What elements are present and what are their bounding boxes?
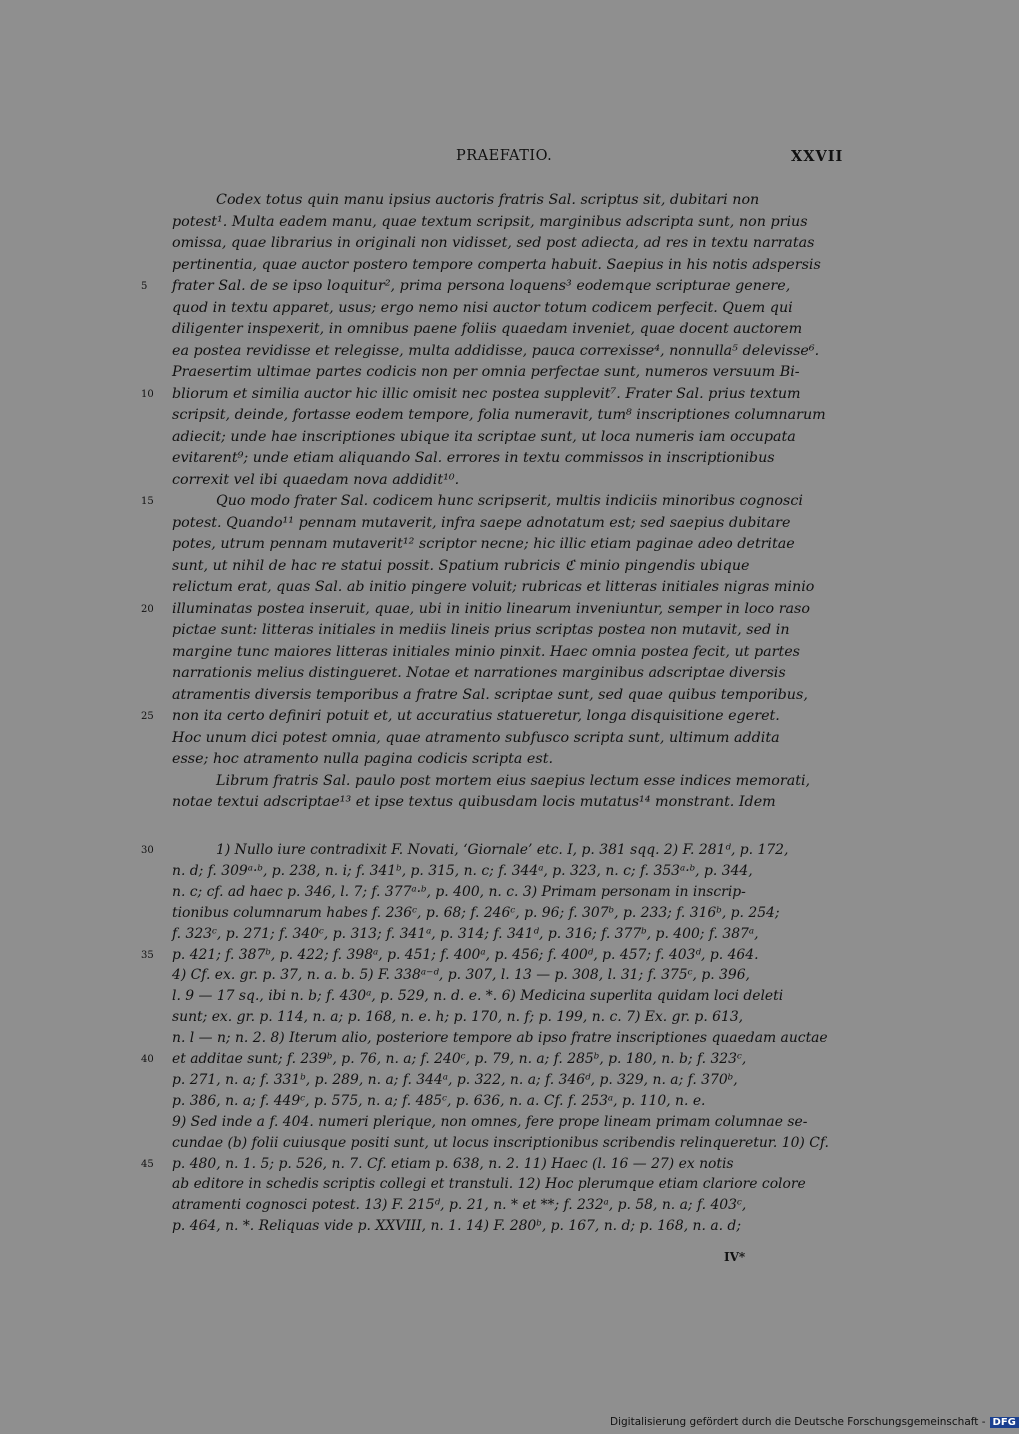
line-number: 45 [141, 1159, 154, 1170]
footnote-line: atramenti cognosci potest. 13) F. 215ᵈ, p. 21, n. * et **; f. 232ᵃ, p. 58, n. a; f. 403ᶜ, [172, 1197, 747, 1213]
line-number: 5 [141, 281, 148, 292]
text-line: potest¹. Multa eadem manu, quae textum scripsit, marginibus adscripta sunt, non prius [172, 214, 808, 230]
text-line: correxit vel ibi quaedam nova addidit¹⁰. [172, 472, 460, 488]
line-number: 20 [141, 604, 154, 615]
line-number: 30 [141, 845, 154, 856]
text-line: illuminatas postea inseruit, quae, ubi in initio linearum inveniuntur, semper in loco raso [172, 601, 811, 617]
footnote-line: ab editore in schedis scriptis collegi et transtuli. 12) Hoc plerumque etiam clariore colore [172, 1176, 806, 1192]
footnote-line: 4) Cf. ex. gr. p. 37, n. a. b. 5) F. 338ᵃ⁻ᵈ, p. 307, l. 13 — p. 308, l. 31; f. 375ᶜ, p. 396, [172, 967, 750, 983]
text-line: diligenter inspexerit, in omnibus paene foliis quaedam inveniet, quae docent auctorem [172, 321, 803, 337]
text-line: margine tunc maiores litteras initiales minio pinxit. Haec omnia postea fecit, ut partes [172, 644, 801, 660]
text-line: atramentis diversis temporibus a fratre Sal. scriptae sunt, sed quae quibus temporibus, [172, 687, 808, 703]
footnote-line: p. 464, n. *. Reliquas vide p. XXVIII, n. 1. 14) F. 280ᵇ, p. 167, n. d; p. 168, n. a. d; [172, 1218, 742, 1234]
text-line: notae textui adscriptae¹³ et ipse textus quibusdam locis mutatus¹⁴ monstrant. Idem [172, 794, 776, 810]
line-number: 40 [141, 1054, 154, 1065]
text-line: omissa, quae librarius in originali non vidisset, sed post adiecta, ad res in textu narratas [172, 235, 815, 251]
text-line: adiecit; unde hae inscriptiones ubique ita scriptae sunt, ut loca numeris iam occupata [172, 429, 796, 445]
footnote-line: cundae (b) folii cuiusque positi sunt, ut locus inscriptionibus scribendis relinqueretur. 10) Cf. [172, 1135, 829, 1151]
footnote-line: sunt; ex. gr. p. 114, n. a; p. 168, n. e. h; p. 170, n. f; p. 199, n. c. 7) Ex. gr. p. 613, [172, 1009, 744, 1025]
text-line: potes, utrum pennam mutaverit¹² scriptor necne; hic illic etiam paginae adeo detritae [172, 536, 795, 552]
text-line: Librum fratris Sal. paulo post mortem eius saepius lectum esse indices memorati, [216, 773, 811, 789]
footnote-line: p. 386, n. a; f. 449ᶜ, p. 575, n. a; f. 485ᶜ, p. 636, n. a. Cf. f. 253ᵃ, p. 110, n. e. [172, 1093, 706, 1109]
footnote-line: 9) Sed inde a f. 404. numeri plerique, non omnes, fere prope lineam primam columnae se- [172, 1114, 808, 1130]
footnote-line: p. 271, n. a; f. 331ᵇ, p. 289, n. a; f. 344ᵃ, p. 322, n. a; f. 346ᵈ, p. 329, n. a; f. 370ᵇ, [172, 1072, 738, 1088]
running-header [0, 148, 1000, 172]
text-line: bliorum et similia auctor hic illic omisit nec postea supplevit⁷. Frater Sal. prius textum [172, 386, 801, 402]
line-number: 10 [141, 389, 154, 400]
text-line: Praesertim ultimae partes codicis non per omnia perfectae sunt, numeros versuum Bi- [172, 364, 800, 380]
text-line: non ita certo definiri potuit et, ut accuratius statueretur, longa disquisitione egeret. [172, 708, 780, 724]
text-line: relictum erat, quas Sal. ab initio pingere voluit; rubricas et litteras initiales nigras minio [172, 579, 815, 595]
footnote-line: f. 323ᶜ, p. 271; f. 340ᶜ, p. 313; f. 341ᵃ, p. 314; f. 341ᵈ, p. 316; f. 377ᵇ, p. 400; f. 387ᵃ, [172, 926, 759, 942]
line-number: 15 [141, 496, 154, 507]
footnote-line: et additae sunt; f. 239ᵇ, p. 76, n. a; f. 240ᶜ, p. 79, n. a; f. 285ᵇ, p. 180, n. b; f. 323ᶜ, [172, 1051, 747, 1067]
text-line: scripsit, deinde, fortasse eodem tempore, folia numeravit, tum⁸ inscriptiones columnarum [172, 407, 826, 423]
footnote-line: n. c; cf. ad haec p. 346, l. 7; f. 377ᵃ·ᵇ, p. 400, n. c. 3) Primam personam in inscrip- [172, 884, 746, 900]
text-line: Hoc unum dici potest omnia, quae atramento subfusco scripta sunt, ultimum addita [172, 730, 780, 746]
footnote-line: l. 9 — 17 sq., ibi n. b; f. 430ᵃ, p. 529, n. d. e. *. 6) Medicina superlita quidam loci deleti [172, 988, 784, 1004]
line-number: 35 [141, 950, 154, 961]
footnote-line: 1) Nullo iure contradixit F. Novati, ‘Giornale’ etc. I, p. 381 sqq. 2) F. 281ᵈ, p. 172, [216, 842, 789, 858]
text-line: ea postea revidisse et relegisse, multa addidisse, pauca correxisse⁴, nonnulla⁵ delevisse⁶. [172, 343, 820, 359]
digitization-footer [610, 1416, 1019, 1432]
text-line: narrationis melius distingueret. Notae et narrationes marginibus adscriptae diversis [172, 665, 786, 681]
text-line: potest. Quando¹¹ pennam mutaverit, infra saepe adnotatum est; sed saepius dubitare [172, 515, 791, 531]
footnote-line: tionibus columnarum habes f. 236ᶜ, p. 68; f. 246ᶜ, p. 96; f. 307ᵇ, p. 233; f. 316ᵇ, p. 254; [172, 905, 780, 921]
text-line: evitarent⁹; unde etiam aliquando Sal. errores in textu commissos in inscriptionibus [172, 450, 775, 466]
text-line: pictae sunt: litteras initiales in mediis lineis prius scriptas postea non mutavit, sed in [172, 622, 790, 638]
footer-text: Digitalisierung gefördert durch die Deutsche Forschungsgemeinschaft - [610, 1416, 986, 1428]
dfg-logo: DFG [990, 1417, 1019, 1428]
footnote-line: n. d; f. 309ᵃ·ᵇ, p. 238, n. i; f. 341ᵇ, p. 315, n. c; f. 344ᵃ, p. 323, n. c; f. 353ᵃ·ᵇ, p. 344, [172, 863, 753, 879]
page-title: PRAEFATIO. [456, 148, 553, 164]
page-number: XXVII [791, 148, 844, 165]
signature-mark: IV* [724, 1250, 746, 1264]
text-line: Quo modo frater Sal. codicem hunc scripserit, multis indiciis minoribus cognosci [216, 493, 803, 509]
footnote-line: p. 480, n. 1. 5; p. 526, n. 7. Cf. etiam p. 638, n. 2. 11) Haec (l. 16 — 27) ex notis [172, 1156, 734, 1172]
text-line: pertinentia, quae auctor postero tempore comperta habuit. Saepius in his notis adspersis [172, 257, 821, 273]
footnote-line: p. 421; f. 387ᵇ, p. 422; f. 398ᵃ, p. 451; f. 400ᵃ, p. 456; f. 400ᵈ, p. 457; f. 403ᵈ, p. 464. [172, 947, 759, 963]
footnote-line: n. l — n; n. 2. 8) Iterum alio, posteriore tempore ab ipso fratre inscriptiones quaedam auctae [172, 1030, 828, 1046]
text-line: sunt, ut nihil de hac re statui possit. Spatium rubricis ℭ minio pingendis ubique [172, 558, 750, 574]
text-line: Codex totus quin manu ipsius auctoris fratris Sal. scriptus sit, dubitari non [216, 192, 760, 208]
line-number: 25 [141, 711, 154, 722]
text-line: frater Sal. de se ipso loquitur², prima persona loquens³ eodemque scripturae genere, [172, 278, 791, 294]
text-line: esse; hoc atramento nulla pagina codicis scripta est. [172, 751, 553, 767]
text-line: quod in textu apparet, usus; ergo nemo nisi auctor totum codicem perfecit. Quem qui [172, 300, 793, 316]
